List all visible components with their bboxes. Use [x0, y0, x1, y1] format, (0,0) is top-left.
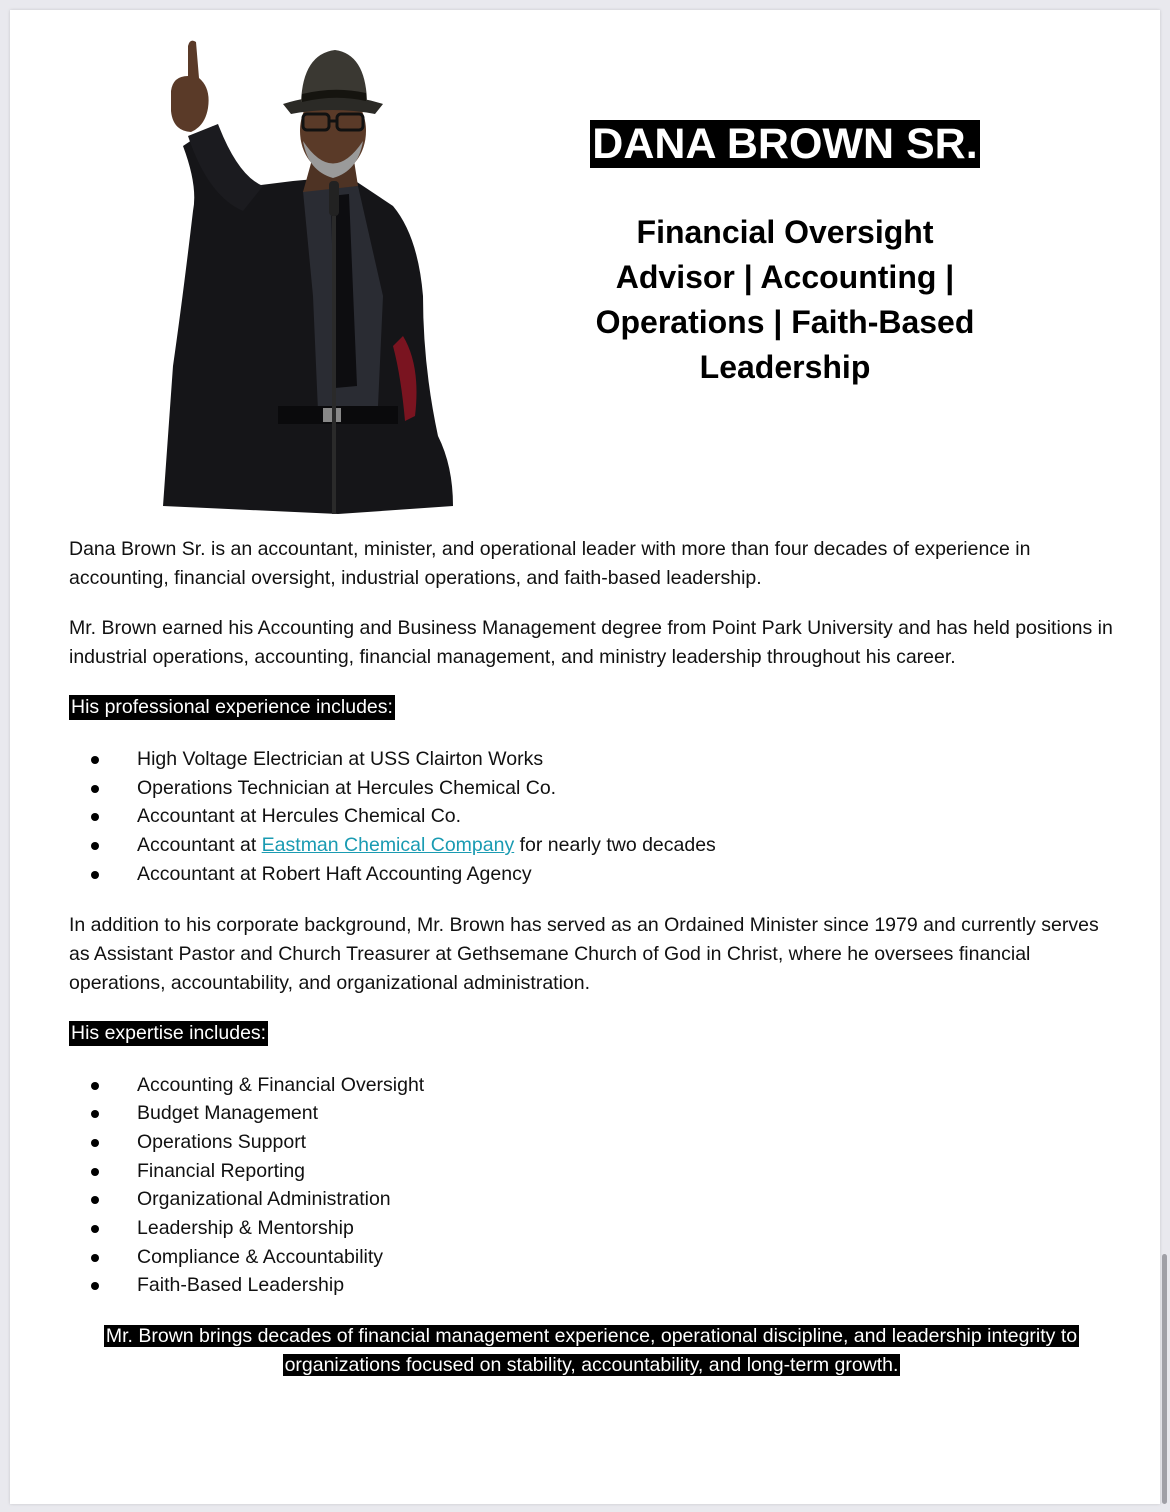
list-item: High Voltage Electrician at USS Clairton Works	[69, 745, 1114, 774]
list-item: Accountant at Eastman Chemical Company for nearly two decades	[69, 831, 1114, 860]
expertise-heading: His expertise includes:	[71, 1021, 267, 1044]
bullet-icon	[91, 1139, 99, 1147]
bullet-icon	[91, 785, 99, 793]
bullet-icon	[91, 1196, 99, 1204]
bullet-icon	[91, 842, 99, 850]
bullet-icon	[91, 1168, 99, 1176]
list-item: Accountant at Robert Haft Accounting Agency	[69, 860, 1114, 889]
portrait-photo	[153, 36, 473, 516]
subtitle: Financial Oversight Advisor | Accounting | Operations | Faith-Based Leadership	[595, 214, 975, 385]
expertise-list	[69, 1071, 1114, 1301]
bullet-icon	[91, 1282, 99, 1290]
bullet-icon	[91, 1110, 99, 1118]
list-item: Accounting & Financial Oversight	[69, 1071, 1114, 1100]
list-item: Accountant at Hercules Chemical Co.	[69, 802, 1114, 831]
list-item: Compliance & Accountability	[69, 1243, 1114, 1272]
bullet-icon	[91, 1082, 99, 1090]
header-block	[575, 120, 995, 390]
intro-paragraph-2: Mr. Brown earned his Accounting and Business Management degree from Point Park University and has held positions in industrial operations, accounting, financial management, and ministry leadership throughout his career.	[69, 617, 1113, 668]
eastman-link[interactable]: Eastman Chemical Company	[261, 834, 515, 857]
list-item: Organizational Administration	[69, 1185, 1114, 1214]
bullet-icon	[91, 756, 99, 764]
closing-statement	[69, 1322, 1114, 1380]
scrollbar[interactable]	[1162, 1254, 1167, 1504]
bullet-icon	[91, 813, 99, 821]
experience-list	[69, 745, 1114, 889]
bullet-icon	[91, 1225, 99, 1233]
experience-heading: His professional experience includes:	[71, 696, 393, 718]
bullet-icon	[91, 1254, 99, 1262]
list-item: Financial Reporting	[69, 1157, 1114, 1186]
list-item: Operations Technician at Hercules Chemical Co.	[69, 774, 1114, 803]
bullet-icon	[91, 871, 99, 879]
intro-paragraph-1: Dana Brown Sr. is an accountant, minister, and operational leader with more than four decades of experience in accounting, financial oversight, industrial operations, and faith-based leadership.	[69, 538, 1031, 589]
ministry-paragraph: In addition to his corporate background, Mr. Brown has served as an Ordained Minister since 1979 and currently serves as Assistant Pastor and Church Treasurer at Gethsemane Church of God in Christ, where he oversees financial operations, accountability, and organizational administration.	[69, 913, 1099, 994]
document-body	[69, 535, 1114, 1380]
document-page	[10, 10, 1160, 1504]
list-item: Leadership & Mentorship	[69, 1214, 1114, 1243]
list-item: Faith-Based Leadership	[69, 1271, 1114, 1300]
person-name: DANA BROWN SR.	[592, 120, 978, 168]
list-item: Budget Management	[69, 1099, 1114, 1128]
list-item: Operations Support	[69, 1128, 1114, 1157]
closing-text: Mr. Brown brings decades of financial management experience, operational discipline, and leadership integrity to organizations focused on stability, accountability, and long-term growth.	[105, 1325, 1078, 1377]
